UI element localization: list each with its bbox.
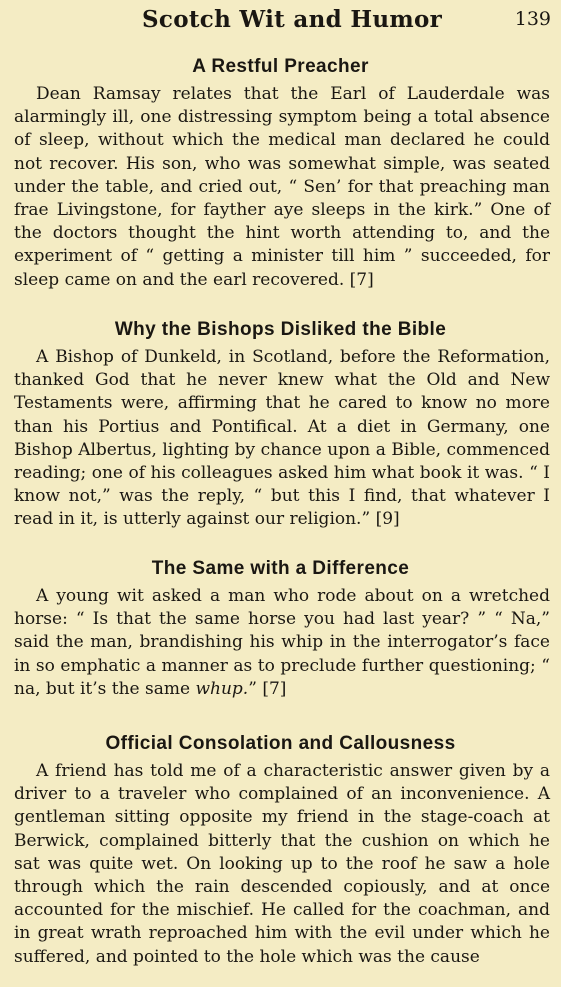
story-text: A young wit asked a man who rode about on a wretched horse: “ Is that the same horse you had last year? ” “ Na,” said the man, brandishing his whip in the interrogator’s face in so emphatic a manner as to preclude further questioning; “ na, but it’s the same [14,586,550,699]
source-reference: [7] [349,269,374,290]
page-number: 139 [514,8,551,30]
source-reference: [7] [262,678,287,699]
story-text: A Bishop of Dunkeld, in Scotland, before the Reformation, thanked God that he never knew what the Old and New Testaments were, affirming that he cared to know no more than his Portius and Pontifical. At a diet in Germany, one Bishop Albertus, lighting by chance upon a Bible, commenced reading; one of his colleagues asked him what book it was. “ I know not,” was the reply, “ but this I find, that whatever I read in it, is utterly against our religion.” [14,347,550,530]
story-title-bishops-bible: Why the Bishops Disliked the Bible [114,319,447,340]
story-text: Dean Ramsay relates that the Earl of Lauderdale was alarmingly ill, one distressing symptom being a total absence of sleep, without which the medical man declared he could not recover. His son, who was somewhat simple, was seated under the table, and cried out, “ Sen’ for that preaching man frae Livingstone, for fayther aye sleeps in the kirk.” One of the doctors thought the hint worth attending to, and the experiment of “ getting a minister till him ” succeeded, for sleep came on and the earl recovered. [14,84,550,290]
emphasized-word: whup. [195,678,249,699]
story-title-restful-preacher: A Restful Preacher [192,56,369,77]
story-body-same-with-difference [14,585,550,701]
closing-quote: ” [248,678,257,699]
story-title-same-with-difference: The Same with a Difference [151,558,410,579]
story-title-official-consolation: Official Consolation and Callousness [105,733,456,754]
story-body-restful-preacher [14,83,550,292]
story-text: A friend has told me of a characteristic answer given by a driver to a traveler who complained of an inconvenience. A gentleman sitting opposite my friend in the stage-coach at Berwick, complained bitterly that the cushion on which he sat was quite wet. On looking up to the roof he saw a hole through which the rain descended copiously, and at once accounted for the mischief. He called for the coachman, and in great wrath reproached him with the evil under which he suffered, and pointed to the hole which was the cause [14,761,550,967]
running-title: Scotch Wit and Humor [142,6,443,33]
story-body-official-consolation [14,760,550,969]
story-body-bishops-bible [14,346,550,532]
running-head [0,6,561,38]
source-reference: [9] [375,509,400,530]
